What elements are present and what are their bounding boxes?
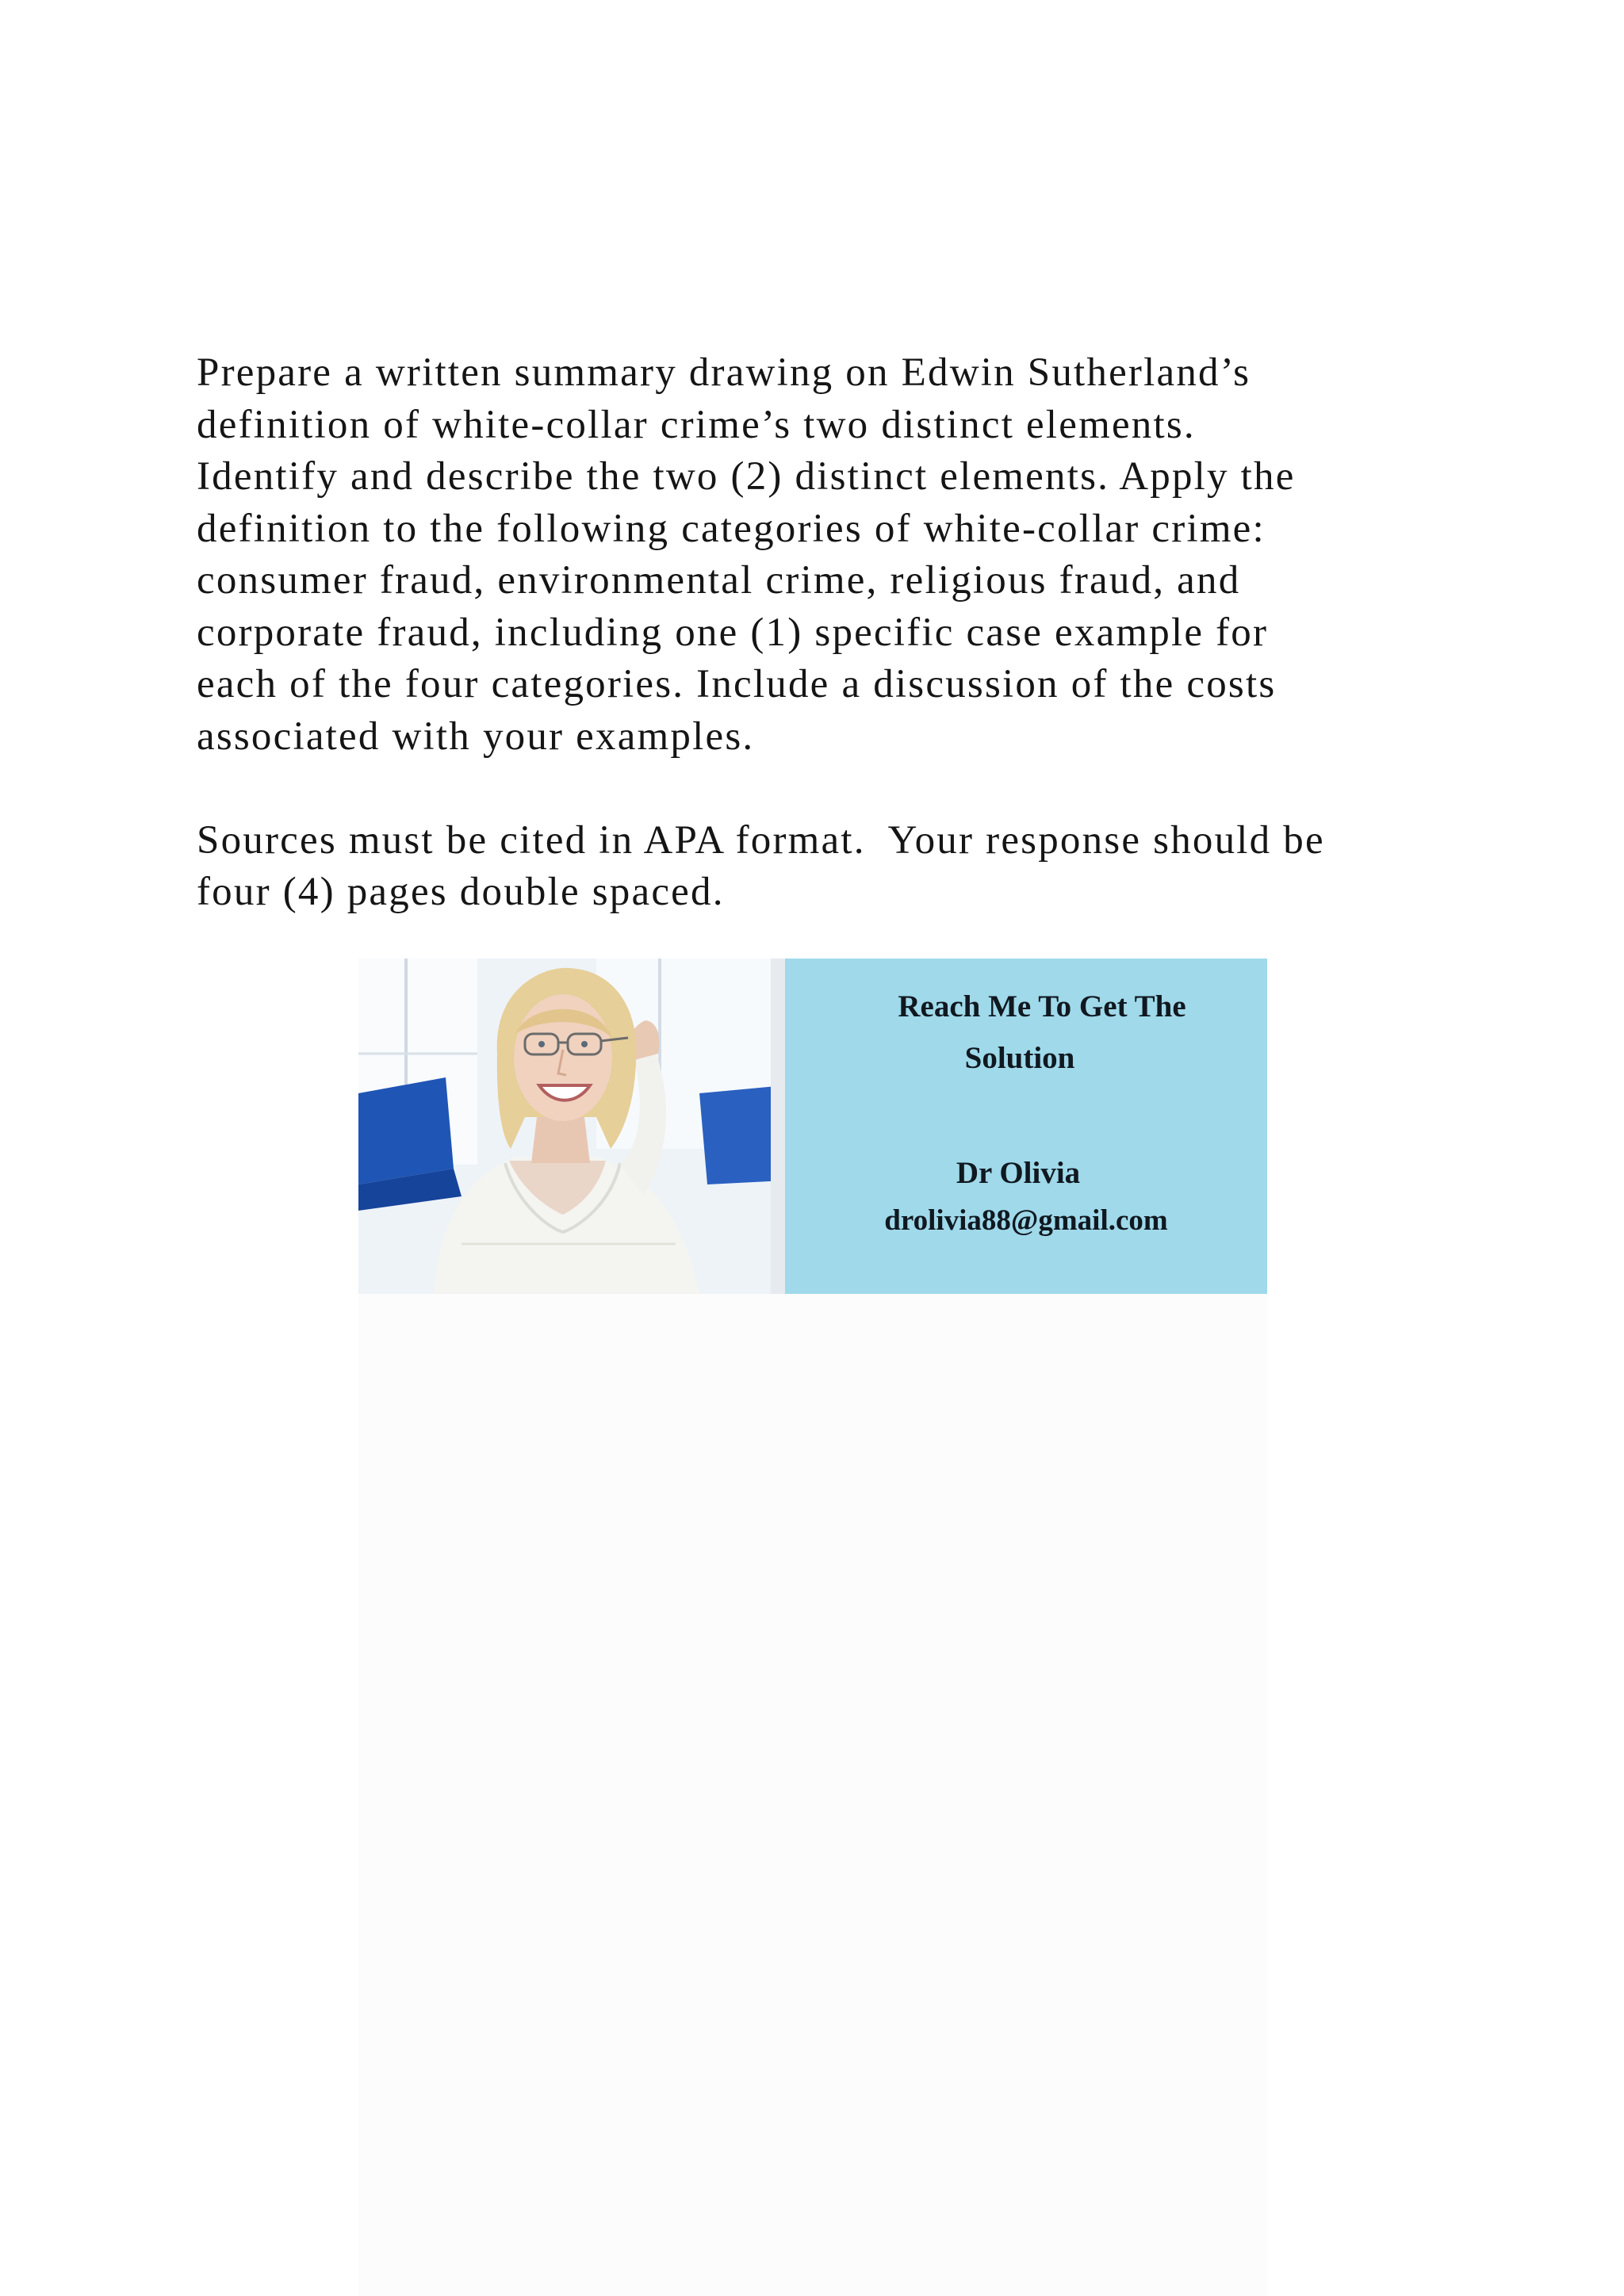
assignment-paragraph-2: Sources must be cited in APA format. Your response should be four (4) pages double spaced. [197, 817, 1325, 914]
cta-line-1: Reach Me To Get The [898, 989, 1186, 1024]
contact-name: Dr Olivia [956, 1156, 1081, 1190]
assignment-text [197, 347, 1434, 919]
woman-photo [358, 959, 785, 1294]
contact-email: drolivia88@gmail.com [884, 1204, 1168, 1237]
page-lower-area [358, 1294, 1267, 2296]
contact-banner [358, 959, 1267, 1294]
contact-info-panel [785, 959, 1267, 1294]
assignment-paragraph-1: Prepare a written summary drawing on Edwin Sutherland’s definition of white-collar crime’s two distinct elements. Identify and describe the two (2) distinct elements. Apply the definition to the following categories of white-collar crime: consumer fraud, environmental crime, religious fraud, and corporate fraud, including one (1) specific case example for each of the four categories. Include a discussion of the costs associated with your examples. [197, 350, 1296, 759]
cta-line-2: Solution [964, 1041, 1075, 1075]
woman-illustration [358, 959, 785, 1294]
